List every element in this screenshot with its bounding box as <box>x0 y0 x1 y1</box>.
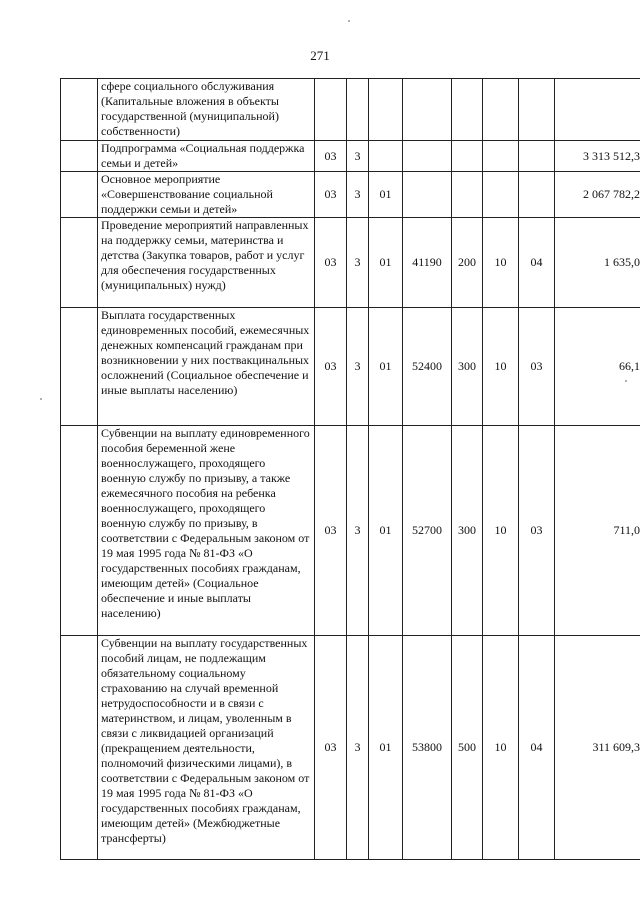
row-empty-cell <box>61 172 98 218</box>
row-pr-cell: 3 <box>347 218 369 308</box>
row-name-cell: Проведение мероприятий направленных на поддержку семьи, материнства и детства (Закупка товаров, работ и услуг для обеспечения государственных (муниципальных) нужд) <box>98 218 315 308</box>
row-subsection-cell: 03 <box>519 426 555 636</box>
budget-table <box>60 78 640 860</box>
row-rz-cell: 03 <box>315 426 347 636</box>
row-pr-cell: 3 <box>347 636 369 860</box>
scan-speck <box>40 398 42 400</box>
row-rz-cell <box>315 79 347 141</box>
row-name-cell: Выплата государственных единовременных пособий, ежемесячных денежных компенсаций гражданам при возникновении у них поствакцинальных осложнений (Социальное обеспечение и иные выплаты населению) <box>98 308 315 426</box>
row-empty-cell <box>61 218 98 308</box>
row-amount-cell: 711,0 <box>555 426 640 636</box>
row-name-cell: Субвенции на выплату государственных пособий лицам, не подлежащим обязательному социальному страхованию на случай временной нетрудоспособности и в связи с материнством, и лицам, уволенным в связи с ликвидацией организаций (прекращением деятельности, полномочий физическими лицами), в соответствии с Федеральным законом от 19 мая 1995 года № 81-ФЗ «О государственных пособиях гражданам, имеющим детей» (Межбюджетные трансферты) <box>98 636 315 860</box>
row-target-cell: 01 <box>369 308 403 426</box>
row-section-cell <box>483 79 519 141</box>
row-direction-cell: 41190 <box>403 218 452 308</box>
table-row <box>61 141 640 172</box>
row-direction-cell: 52400 <box>403 308 452 426</box>
row-expense-type-cell: 500 <box>452 636 483 860</box>
row-direction-cell: 53800 <box>403 636 452 860</box>
row-name-cell: Основное мероприятие «Совершенствование социальной поддержки семьи и детей» <box>98 172 315 218</box>
table-row <box>61 636 640 860</box>
row-empty-cell <box>61 426 98 636</box>
row-direction-cell <box>403 79 452 141</box>
row-pr-cell: 3 <box>347 426 369 636</box>
row-name-cell: Субвенции на выплату единовременного пособия беременной жене военнослужащего, проходящего военную службу по призыву, а также ежемесячного пособия на ребенка военнослужащего, проходящего военную службу по призыву, в соответствии с Федеральным законом от 19 мая 1995 года № 81-ФЗ «О государственных пособиях гражданам, имеющим детей» (Социальное обеспечение и иные выплаты населению) <box>98 426 315 636</box>
row-name-cell: сфере социального обслуживания (Капитальные вложения в объекты государственной (муниципальной) собственности) <box>98 79 315 141</box>
row-expense-type-cell <box>452 172 483 218</box>
row-target-cell <box>369 141 403 172</box>
table-row <box>61 218 640 308</box>
row-amount-cell: 1 635,0 <box>555 218 640 308</box>
row-target-cell: 01 <box>369 172 403 218</box>
row-pr-cell: 3 <box>347 308 369 426</box>
row-empty-cell <box>61 79 98 141</box>
row-empty-cell <box>61 308 98 426</box>
table-row <box>61 308 640 426</box>
row-rz-cell: 03 <box>315 172 347 218</box>
row-target-cell: 01 <box>369 636 403 860</box>
row-subsection-cell <box>519 79 555 141</box>
row-amount-cell: 2 067 782,2 <box>555 172 640 218</box>
row-section-cell: 10 <box>483 308 519 426</box>
row-amount-cell <box>555 79 640 141</box>
row-empty-cell <box>61 141 98 172</box>
row-expense-type-cell: 300 <box>452 426 483 636</box>
row-amount-cell: 66,1 <box>555 308 640 426</box>
row-pr-cell <box>347 79 369 141</box>
row-empty-cell <box>61 636 98 860</box>
row-expense-type-cell: 300 <box>452 308 483 426</box>
row-amount-cell: 311 609,3 <box>555 636 640 860</box>
row-name-cell: Подпрограмма «Социальная поддержка семьи и детей» <box>98 141 315 172</box>
row-section-cell: 10 <box>483 218 519 308</box>
row-direction-cell: 52700 <box>403 426 452 636</box>
row-section-cell: 10 <box>483 426 519 636</box>
row-rz-cell: 03 <box>315 141 347 172</box>
row-section-cell: 10 <box>483 636 519 860</box>
row-pr-cell: 3 <box>347 141 369 172</box>
table-row <box>61 172 640 218</box>
row-direction-cell <box>403 141 452 172</box>
row-expense-type-cell <box>452 79 483 141</box>
row-direction-cell <box>403 172 452 218</box>
row-rz-cell: 03 <box>315 636 347 860</box>
row-subsection-cell: 04 <box>519 636 555 860</box>
page-number: 271 <box>310 48 330 63</box>
row-subsection-cell: 03 <box>519 308 555 426</box>
table-row <box>61 426 640 636</box>
row-expense-type-cell <box>452 141 483 172</box>
row-section-cell <box>483 172 519 218</box>
row-subsection-cell <box>519 141 555 172</box>
scan-speck <box>625 380 627 382</box>
table-row <box>61 79 640 141</box>
row-target-cell: 01 <box>369 426 403 636</box>
row-expense-type-cell: 200 <box>452 218 483 308</box>
row-pr-cell: 3 <box>347 172 369 218</box>
row-rz-cell: 03 <box>315 218 347 308</box>
row-subsection-cell: 04 <box>519 218 555 308</box>
row-section-cell <box>483 141 519 172</box>
row-rz-cell: 03 <box>315 308 347 426</box>
row-target-cell: 01 <box>369 218 403 308</box>
scan-speck <box>348 20 350 22</box>
row-target-cell <box>369 79 403 141</box>
row-subsection-cell <box>519 172 555 218</box>
row-amount-cell: 3 313 512,3 <box>555 141 640 172</box>
